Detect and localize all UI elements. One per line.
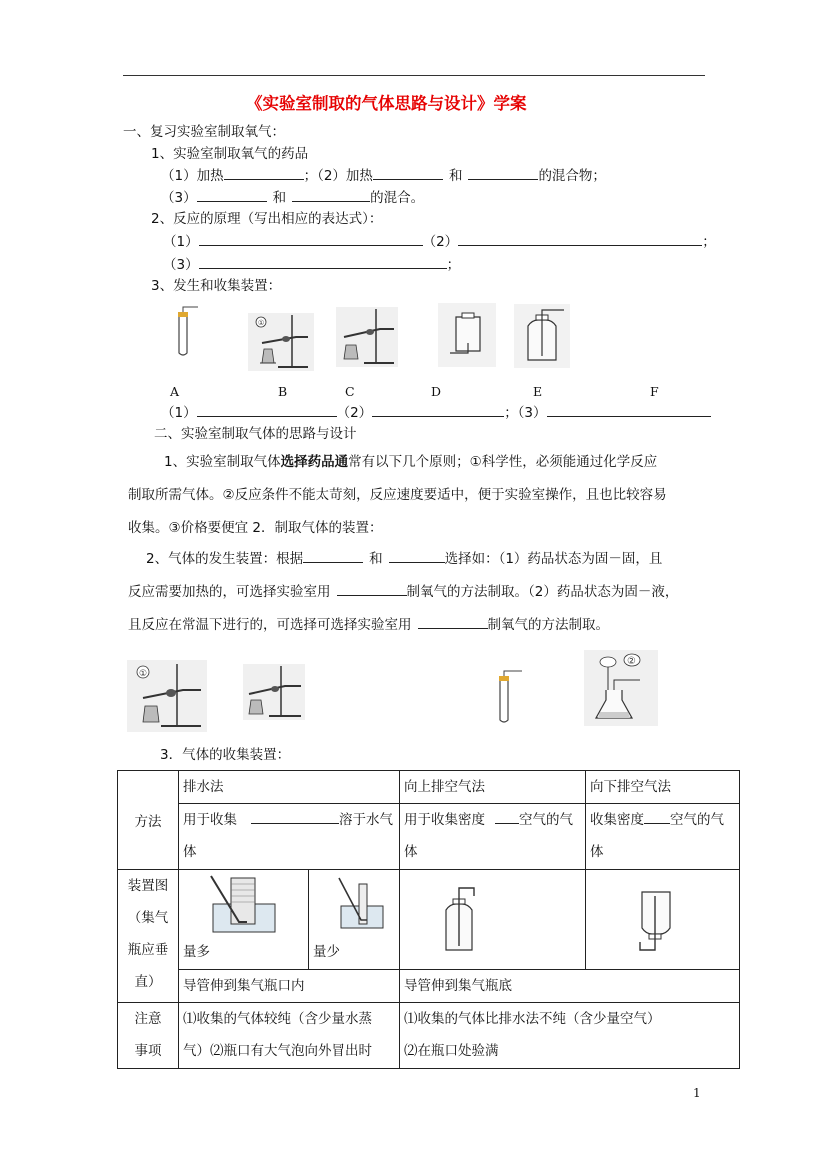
water-trough-large-figure (209, 874, 279, 938)
page-number: 1 (693, 1086, 701, 1100)
text: （1） (163, 234, 199, 250)
text: 量多 (183, 944, 210, 960)
text: ； (446, 257, 461, 273)
heating-apparatus-figure-2 (243, 664, 305, 720)
text: 量少 (313, 944, 340, 960)
answer-blank[interactable] (303, 550, 363, 563)
table-row (118, 870, 740, 970)
method-header (118, 771, 179, 870)
text: 用于收集密度 (404, 812, 485, 828)
text: 制氧气的方法制取。 (487, 617, 609, 633)
apparatus-label-d: D (431, 384, 442, 399)
test-tube-figure-2 (494, 668, 526, 726)
text: ⑴收集的气体较纯（含少量水蒸 (183, 1011, 372, 1027)
generator-paragraph (128, 543, 710, 642)
text: 制取所需气体。②反应条件不能太苛刻，反应速度要适中，便于实验室操作，且也比较容易 (128, 487, 667, 503)
text: 空气的气 (519, 812, 573, 828)
apparatus-answer-line (161, 404, 711, 421)
answer-blank[interactable] (337, 583, 407, 596)
table-row (118, 804, 740, 870)
text: 向下排空气法 (590, 779, 671, 795)
text: 和 (272, 190, 287, 206)
text: ⑵在瓶口处验满 (404, 1043, 499, 1059)
water-trough-small-figure (337, 876, 387, 932)
text: （2） (336, 405, 373, 421)
section1-item3: 3、发生和收集装置： (151, 278, 282, 294)
water-notes (179, 1003, 400, 1069)
text: 排水法 (183, 779, 224, 795)
header-rule (123, 75, 705, 76)
answer-blank[interactable] (495, 811, 519, 824)
text: 装置图 (127, 878, 169, 894)
text: 瓶应垂 (127, 942, 169, 958)
tag-label: ① (258, 319, 265, 327)
text: 体 (590, 844, 604, 860)
text: 制氧气的方法制取。（2）药品状态为固－液， (406, 584, 679, 600)
text: 的混合物； (538, 168, 606, 184)
text: 的混合。 (370, 190, 425, 206)
text: 注意 (134, 1011, 162, 1027)
device-diagram-header (118, 870, 179, 1003)
text: 收集密度 (590, 812, 644, 828)
text: （3） (161, 190, 197, 206)
drug-line-2 (161, 189, 424, 206)
answer-blank[interactable] (197, 189, 267, 202)
answer-blank[interactable] (292, 189, 370, 202)
section2-item3: 3．气体的收集装置： (160, 747, 291, 763)
text: 事项 (134, 1043, 162, 1059)
air-tube-note (400, 970, 740, 1003)
text: ； (702, 234, 716, 250)
text: 选择如：（1）药品状态为固－固，且 (444, 551, 663, 567)
text: ⑴收集的气体比排水法不纯（含少量空气） (404, 1011, 661, 1027)
section1-item2: 2、反应的原理（写出相应的表达式）： (151, 211, 383, 227)
text: （1）加热 (161, 168, 224, 184)
apparatus-label-a: A (170, 384, 180, 399)
text: 2、气体的发生装置：根据 (146, 551, 304, 567)
apparatus-label-c: C (345, 384, 355, 399)
table-row (118, 1003, 740, 1069)
section2-heading: 二、实验室制取气体的思路与设计 (154, 426, 357, 442)
text: （3） (163, 257, 199, 273)
upward-air-desc (400, 804, 586, 870)
text: （集气 (127, 910, 169, 926)
text: （2） (422, 234, 459, 250)
page-title: 《实验室制取的气体思路与设计》学案 (246, 94, 527, 113)
upward-air-header (400, 771, 586, 804)
heating-apparatus-figure-c (336, 307, 398, 367)
section1-item1: 1、实验室制取氧气的药品 (151, 146, 309, 162)
downward-air-header (586, 771, 740, 804)
text: 收集。③价格要便宜 2．制取气体的装置： (128, 520, 383, 536)
text: 溶于水气 (339, 812, 393, 828)
answer-blank[interactable] (372, 404, 504, 417)
text: 1、实验室制取气体 (164, 454, 281, 470)
table-row (118, 970, 740, 1003)
text: ；（2）加热 (303, 168, 373, 184)
answer-blank[interactable] (418, 616, 488, 629)
answer-blank[interactable] (199, 256, 447, 269)
text: 空气的气 (670, 812, 724, 828)
apparatus-label-e: E (533, 384, 543, 399)
upward-air-device (400, 870, 586, 970)
text: ；（3） (504, 405, 547, 421)
apparatus-label-f: F (650, 384, 659, 399)
downward-air-device (586, 870, 740, 970)
answer-blank[interactable] (251, 811, 339, 824)
water-large-device (179, 870, 309, 970)
air-notes (400, 1003, 740, 1069)
text: 和 (448, 168, 463, 184)
water-method-header (179, 771, 400, 804)
answer-blank[interactable] (197, 404, 337, 417)
text: 体 (183, 844, 197, 860)
tag-label: ② (627, 656, 636, 667)
text: 体 (404, 844, 418, 860)
answer-blank[interactable] (224, 167, 304, 180)
table-row (118, 771, 740, 804)
heating-apparatus-figure-1 (127, 660, 207, 732)
text: 向上排空气法 (404, 779, 485, 795)
water-method-desc (179, 804, 400, 870)
principle-paragraph (128, 446, 710, 545)
notes-header (118, 1003, 179, 1069)
text: 反应需要加热的，可选择实验室用 (128, 584, 331, 600)
downward-air-desc (586, 804, 740, 870)
upward-air-bottle-figure (438, 884, 488, 954)
text: 方法 (134, 814, 162, 830)
drug-line-1 (161, 167, 606, 184)
answer-blank[interactable] (458, 233, 702, 246)
test-tube-figure (170, 305, 202, 357)
collection-bottle-figure-d (438, 303, 496, 367)
text: 用于收集 (183, 812, 237, 828)
answer-blank[interactable] (199, 233, 423, 246)
equation-line-1 (163, 233, 716, 250)
tag-label: ① (139, 669, 148, 679)
heating-apparatus-figure-b (248, 313, 314, 371)
bold-text: 选择药品通 (280, 454, 349, 470)
equation-line-2 (163, 256, 460, 273)
answer-blank[interactable] (373, 167, 443, 180)
text: 直） (134, 974, 162, 990)
answer-blank[interactable] (389, 550, 445, 563)
text: 常有以下几个原则；①科学性，必须能通过化学反应 (348, 454, 658, 470)
text: 导管伸到集气瓶口内 (183, 978, 305, 994)
text: 和 (369, 551, 383, 567)
text: 导管伸到集气瓶底 (404, 978, 512, 994)
flask-apparatus-figure (584, 650, 658, 726)
water-small-device (309, 870, 400, 970)
collection-bottle-figure-e (514, 304, 570, 368)
answer-blank[interactable] (547, 404, 711, 417)
apparatus-label-b: B (278, 384, 288, 399)
downward-air-bottle-figure (632, 884, 682, 954)
answer-blank[interactable] (644, 811, 670, 824)
text: 且反应在常温下进行的，可选择可选择实验室用 (128, 617, 412, 633)
collection-table (117, 770, 740, 1069)
text: 气）⑵瓶口有大气泡向外冒出时 (183, 1043, 372, 1059)
text: （1） (161, 405, 197, 421)
section1-heading: 一、复习实验室制取氧气： (123, 124, 285, 140)
answer-blank[interactable] (468, 167, 538, 180)
water-tube-note (179, 970, 400, 1003)
